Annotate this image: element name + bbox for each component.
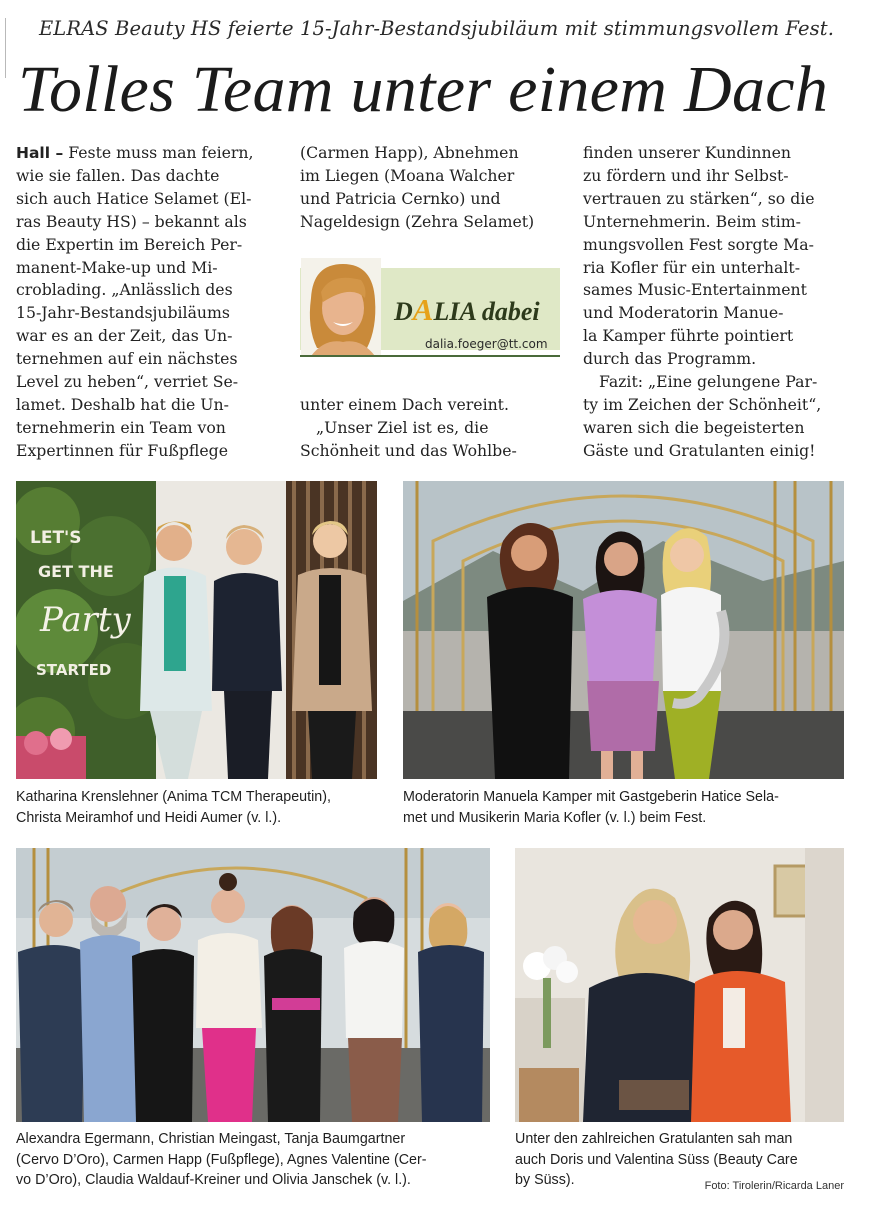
text-line: wie sie fallen. Das dachte (16, 165, 220, 185)
text-line: lamet. Deshalb hat die Un- (16, 394, 229, 414)
text-line: manent-Make-up und Mi- (16, 257, 218, 277)
text-line: Expertinnen für Fußpflege (16, 440, 229, 460)
text-line: die Expertin im Bereich Per- (16, 234, 243, 254)
photo-group (16, 848, 490, 1122)
text-line: ria Kofler für ein unterhalt- (583, 257, 800, 277)
text-line: zu fördern und ihr Selbst- (583, 165, 789, 185)
columnist-underline (300, 355, 560, 357)
text-line: finden unserer Kundinnen (583, 143, 792, 162)
article-column-3 (583, 142, 845, 463)
text-line: la Kamper führte pointiert (583, 326, 794, 346)
text-line: ternehmerin ein Team von (16, 417, 226, 437)
text-line: Fazit: „Eine gelungene Par- (599, 372, 818, 392)
photo-neon-wall (16, 481, 377, 779)
text-line: Level zu heben“, verriet Se- (16, 372, 239, 392)
article-subheadline: ELRAS Beauty HS feierte 15-Jahr-Bestandsjubiläum mit stimmungsvollem Fest. (38, 17, 835, 40)
neon-text: STARTED (36, 661, 112, 679)
neon-text: Party (40, 600, 131, 640)
logo-accent-letter: A (412, 292, 434, 327)
text-line: vertrauen zu stärken“, so die (583, 188, 815, 208)
text-line: sich auch Hatice Selamet (El- (16, 188, 252, 208)
caption-line: auch Doris und Valentina Süss (Beauty Care (515, 1151, 798, 1168)
text-line: und Patricia Cernko) und (300, 188, 501, 208)
neon-text: GET THE (38, 562, 114, 581)
caption-line: met und Musikerin Maria Kofler (v. l.) beim Fest. (403, 809, 707, 826)
text-line: ras Beauty HS) – bekannt als (16, 211, 247, 231)
article-column-2-top (300, 142, 562, 234)
text-line: Unternehmerin. Beim stim- (583, 211, 801, 231)
caption-line: by Süss). (515, 1172, 575, 1188)
text-line: „Unser Ziel ist es, die (316, 417, 489, 437)
caption-line: Katharina Krenslehner (Anima TCM Therapeutin), (16, 789, 331, 805)
photo-credit: Foto: Tirolerin/Ricarda Laner (704, 1180, 844, 1192)
article-column-2-bottom (300, 394, 562, 463)
caption-line: vo D’Oro), Claudia Waldauf-Kreiner und Olivia Janschek (v. l.). (16, 1172, 411, 1188)
text-line: Schönheit und das Wohlbe- (300, 440, 517, 460)
dateline: Hall – (16, 144, 64, 162)
text-line: mungsvollen Fest sorgte Ma- (583, 234, 814, 254)
neon-text: LET'S (30, 528, 82, 548)
text-line: unter einem Dach vereint. (300, 395, 509, 414)
text-line: 15-Jahr-Bestandsjubiläums (16, 303, 230, 323)
text-line: durch das Programm. (583, 349, 757, 369)
caption-photo-1 (16, 787, 386, 828)
caption-photo-2 (403, 787, 853, 828)
columnist-portrait (301, 258, 381, 356)
article-headline: Tolles Team unter einem Dach (18, 53, 829, 126)
caption-line: Unter den zahlreichen Gratulanten sah man (515, 1131, 793, 1147)
text-line: war es an der Zeit, das Un- (16, 326, 233, 346)
photo-gratulants (515, 848, 844, 1122)
columnist-email: dalia.foeger@tt.com (425, 337, 548, 351)
text-line: und Moderatorin Manue- (583, 303, 784, 323)
logo-text: LIA dabei (433, 297, 540, 326)
columnist-box (300, 258, 560, 358)
caption-line: Moderatorin Manuela Kamper mit Gastgeberin Hatice Sela- (403, 789, 779, 805)
caption-line: Christa Meiramhof und Heidi Aumer (v. l.). (16, 809, 282, 826)
photo-host-and-musician (403, 481, 844, 779)
text-line: Gäste und Gratulanten einig! (583, 440, 816, 460)
logo-letter: D (394, 297, 413, 326)
columnist-logo (394, 292, 540, 328)
article-column-1 (16, 142, 278, 463)
caption-photo-3 (16, 1129, 500, 1191)
text-line: ternehmen auf ein nächstes (16, 349, 238, 369)
text-line: im Liegen (Moana Walcher (300, 165, 515, 185)
text-line: waren sich die begeisterten (583, 417, 805, 437)
text-line: Feste muss man feiern, (63, 143, 254, 162)
text-line: sames Music-Entertainment (583, 280, 807, 300)
caption-line: Alexandra Egermann, Christian Meingast, Tanja Baumgartner (16, 1131, 406, 1147)
caption-line: (Cervo D’Oro), Carmen Happ (Fußpflege), Agnes Valentine (Cer- (16, 1151, 427, 1168)
text-line: (Carmen Happ), Abnehmen (300, 143, 519, 162)
text-line: croblading. „Anlässlich des (16, 280, 233, 300)
text-line: ty im Zeichen der Schönheit“, (583, 394, 822, 414)
text-line: Nageldesign (Zehra Selamet) (300, 211, 535, 231)
